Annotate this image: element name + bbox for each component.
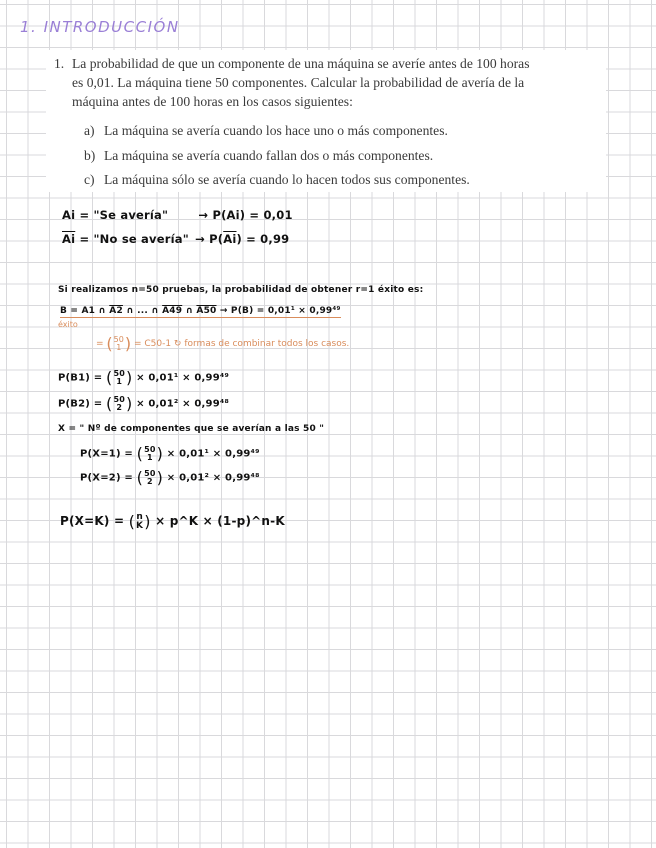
option-label: c) (84, 172, 95, 187)
note-x-definition: X = " Nº de componentes que se averían a las 50 " (58, 424, 325, 434)
problem-line: máquina antes de 100 horas en los casos siguientes: (72, 94, 353, 109)
option-label: a) (84, 123, 95, 138)
note-general-formula: P(X=K) = ( n K ) × p^K × (1-p)^n-K (60, 511, 285, 531)
note-p-b1: P(B1) = ( 50 1 ) × 0,01¹ × 0,99⁴⁹ (58, 368, 230, 387)
note-intro: Si realizamos n=50 pruebas, la probabilidad de obtener r=1 éxito es: (58, 285, 424, 295)
page-title: 1. INTRODUCCIÓN (20, 18, 180, 36)
problem-line: La probabilidad de que un componente de una máquina se averíe antes de 100 horas (72, 56, 530, 71)
note-ai-definition: Ai = "Se avería" → P(Ai) = 0,01 (62, 208, 293, 222)
note-exito-label: éxito (58, 320, 78, 329)
note-p-b2: P(B2) = ( 50 2 ) × 0,01² × 0,99⁴⁸ (58, 394, 230, 413)
problem-line: es 0,01. La máquina tiene 50 componentes. Calcular la probabilidad de avería de la (72, 75, 525, 90)
option-text: La máquina se avería cuando fallan dos o más componentes. (104, 148, 434, 163)
problem-number: 1. (54, 56, 65, 71)
option-text: La máquina sólo se avería cuando lo hacen todos sus componentes. (104, 172, 470, 187)
note-b-event: B = A1 ∩ A2 ∩ ... ∩ A49 ∩ A50 → P(B) = 0,01¹ × 0,99⁴⁹ (60, 306, 341, 316)
option-text: La máquina se avería cuando los hace uno o más componentes. (104, 123, 448, 138)
note-p-x1: P(X=1) = ( 50 1 ) × 0,01¹ × 0,99⁴⁹ (80, 444, 260, 463)
note-p-x2: P(X=2) = ( 50 2 ) × 0,01² × 0,99⁴⁸ (80, 468, 260, 487)
problem-statement (46, 50, 606, 192)
note-combinations: = ( 50 1 ) = C50-1 ↻ formas de combinar todos los casos. (96, 334, 350, 353)
option-label: b) (84, 148, 96, 163)
note-not-ai-definition: $\overline{Ai}$ = "No se avería" → $P(\overline{Ai}) = 0,99$ (62, 232, 290, 246)
